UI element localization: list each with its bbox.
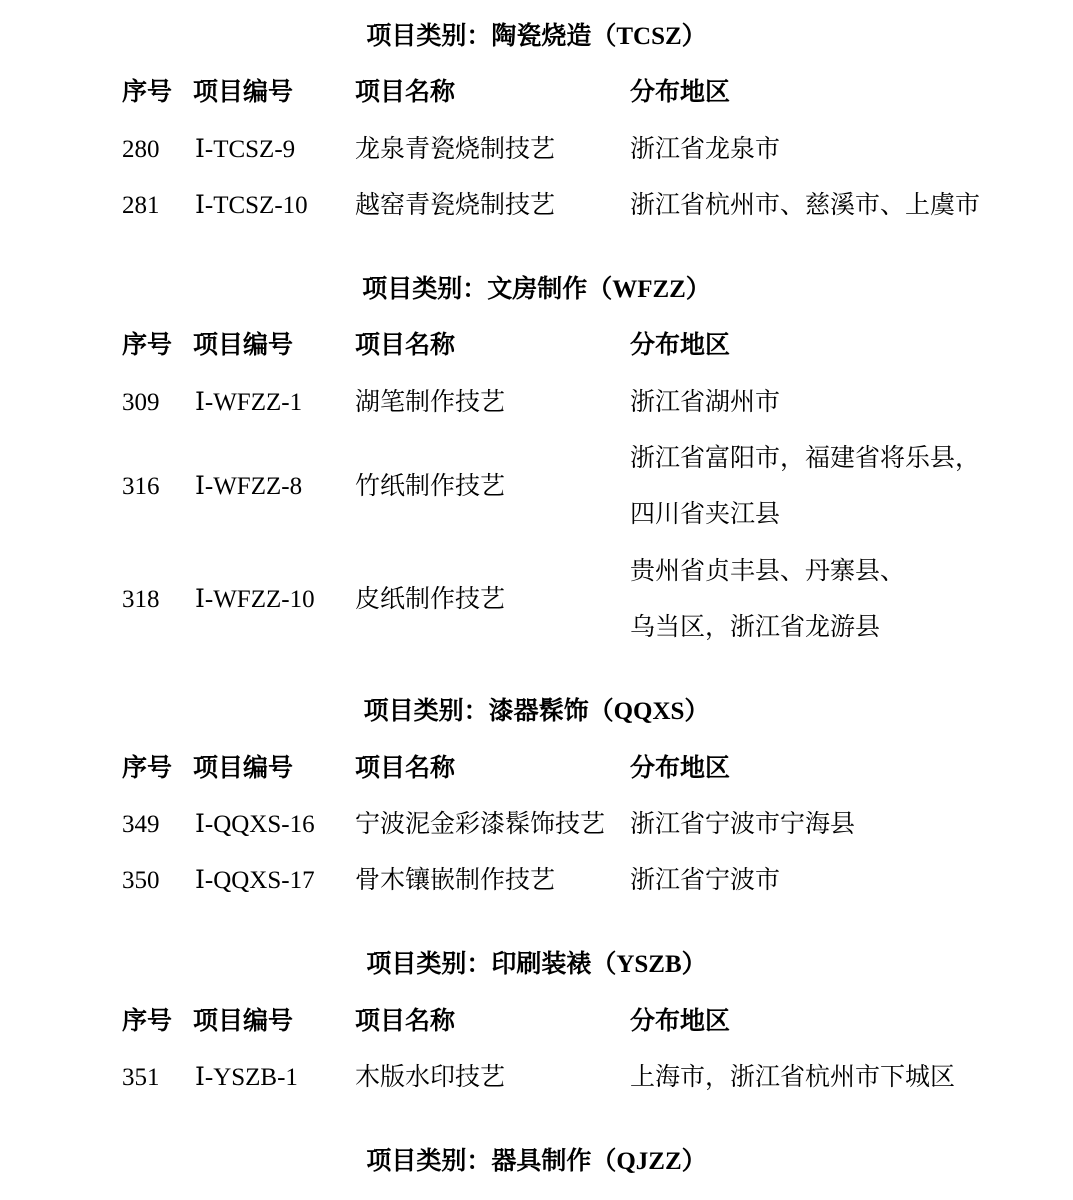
row-code: Ⅰ-QQXS-16 (195, 810, 315, 838)
header-name: 项目名称 (355, 1007, 456, 1035)
region-line: 浙江省富阳市，福建省将乐县， (630, 445, 981, 473)
header-index: 序号 (122, 754, 173, 782)
region-line: 浙江省宁波市宁海县 (630, 810, 856, 838)
row-code: Ⅰ-QQXS-17 (195, 867, 315, 895)
header-region: 分布地区 (630, 754, 731, 782)
row-index: 349 (122, 810, 160, 838)
header-region: 分布地区 (630, 79, 731, 107)
region-line: 乌当区，浙江省龙游县 (630, 613, 881, 641)
row-region (630, 178, 1073, 234)
row-region (630, 1050, 1073, 1106)
region-line: 浙江省宁波市 (630, 867, 781, 895)
table-row (0, 797, 1073, 853)
header-code: 项目编号 (193, 332, 294, 360)
table-row (0, 1050, 1073, 1106)
region-line: 浙江省龙泉市 (630, 135, 781, 163)
section-yszb (0, 937, 1073, 1106)
row-index: 281 (122, 191, 160, 219)
row-index: 280 (122, 135, 160, 163)
row-name: 竹纸制作技艺 (355, 473, 506, 501)
row-name: 皮纸制作技艺 (355, 585, 506, 613)
header-code: 项目编号 (193, 1007, 294, 1035)
table-row (0, 544, 1073, 657)
header-name: 项目名称 (355, 79, 456, 107)
row-region (630, 375, 1073, 431)
table-header (0, 318, 1073, 374)
table-header (0, 741, 1073, 797)
region-line: 浙江省杭州市、慈溪市、上虞市 (630, 191, 981, 219)
table-row (0, 375, 1073, 431)
header-code: 项目编号 (193, 754, 294, 782)
row-code: Ⅰ-TCSZ-10 (195, 191, 308, 219)
row-name: 越窑青瓷烧制技艺 (355, 191, 556, 219)
row-code: Ⅰ-WFZZ-1 (195, 388, 303, 416)
header-index: 序号 (122, 79, 173, 107)
section-title: 项目类别：漆器髹饰（QQXS） (363, 698, 710, 726)
header-name: 项目名称 (355, 332, 456, 360)
row-name: 木版水印技艺 (355, 1064, 506, 1092)
row-index: 350 (122, 867, 160, 895)
row-region (630, 431, 1073, 544)
row-code: Ⅰ-WFZZ-10 (195, 585, 315, 613)
row-index: 351 (122, 1064, 160, 1092)
section-title: 项目类别：印刷装裱（YSZB） (366, 951, 707, 979)
row-code: Ⅰ-YSZB-1 (195, 1064, 298, 1092)
table-row (0, 178, 1073, 234)
region-line: 上海市，浙江省杭州市下城区 (630, 1064, 956, 1092)
table-header (0, 994, 1073, 1050)
row-name: 宁波泥金彩漆髹饰技艺 (355, 810, 606, 838)
row-region (630, 544, 1073, 657)
row-region (630, 122, 1073, 178)
row-index: 316 (122, 473, 160, 501)
row-name: 龙泉青瓷烧制技艺 (355, 135, 556, 163)
section-wfzz (0, 262, 1073, 656)
row-name: 骨木镶嵌制作技艺 (355, 867, 556, 895)
region-line: 贵州省贞丰县、丹寨县、 (630, 557, 906, 585)
header-code: 项目编号 (193, 79, 294, 107)
row-region (630, 853, 1073, 909)
table-header (0, 65, 1073, 121)
row-code: Ⅰ-WFZZ-8 (195, 473, 303, 501)
header-index: 序号 (122, 1007, 173, 1035)
region-line: 四川省夹江县 (630, 501, 781, 529)
table-row (0, 431, 1073, 544)
section-qjzz (0, 1134, 1073, 1190)
row-code: Ⅰ-TCSZ-9 (195, 135, 296, 163)
table-row (0, 122, 1073, 178)
section-tcsz (0, 9, 1073, 234)
row-index: 318 (122, 585, 160, 613)
section-title: 项目类别：器具制作（QJZZ） (366, 1148, 707, 1176)
section-title: 项目类别：陶瓷烧造（TCSZ） (366, 23, 707, 50)
table-row (0, 853, 1073, 909)
header-name: 项目名称 (355, 754, 456, 782)
header-region: 分布地区 (630, 1007, 731, 1035)
region-line: 浙江省湖州市 (630, 388, 781, 416)
header-index: 序号 (122, 332, 173, 360)
row-index: 309 (122, 388, 160, 416)
section-title: 项目类别：文房制作（WFZZ） (362, 276, 711, 304)
row-region (630, 797, 1073, 853)
row-name: 湖笔制作技艺 (355, 388, 506, 416)
section-qqxs (0, 684, 1073, 909)
header-region: 分布地区 (630, 332, 731, 360)
